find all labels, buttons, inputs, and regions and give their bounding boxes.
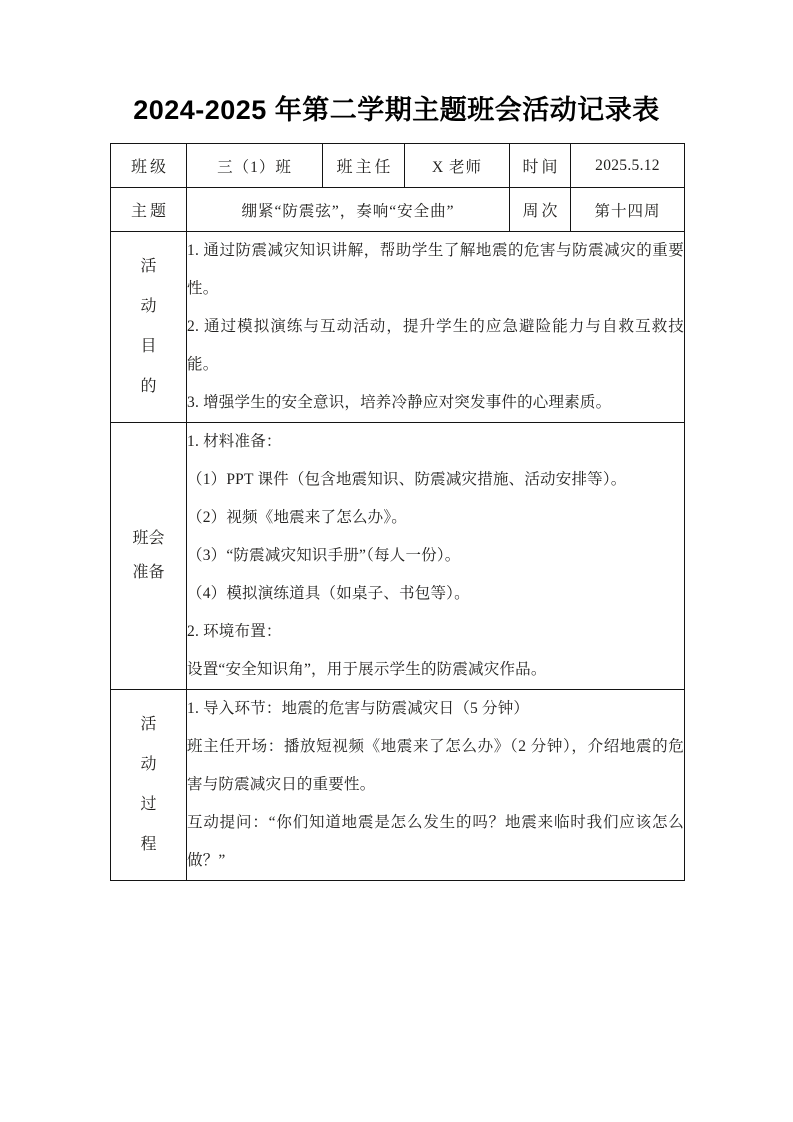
cell-label-topic: 主题 bbox=[111, 188, 187, 232]
content-line: 1. 通过防震减灾知识讲解，帮助学生了解地震的危害与防震减灾的重要性。 bbox=[187, 242, 684, 297]
vertical-label-stack bbox=[111, 705, 186, 865]
cell-value-week: 第十四周 bbox=[571, 188, 685, 232]
cell-content-activity-process bbox=[187, 690, 685, 881]
vertical-label-stack bbox=[111, 522, 186, 590]
content-line: （1）PPT 课件（包含地震知识、防震减灾措施、活动安排等）。 bbox=[187, 471, 627, 488]
class-meeting-record-table bbox=[110, 143, 685, 881]
vertical-label-char: 动 bbox=[140, 298, 157, 315]
content-line: 1. 材料准备： bbox=[187, 433, 282, 450]
vertical-label-stack bbox=[111, 247, 186, 407]
vertical-label-char: 活 bbox=[140, 258, 157, 275]
cell-content-activity-goal bbox=[187, 232, 685, 423]
cell-value-date: 2025.5.12 bbox=[571, 144, 685, 188]
cell-label-activity-goal bbox=[111, 232, 187, 423]
page-title: 2024-2025 年第二学期主题班会活动记录表 bbox=[133, 95, 660, 125]
table-row-activity-goal bbox=[111, 232, 685, 423]
cell-value-topic: 绷紧“防震弦”，奏响“安全曲” bbox=[187, 188, 510, 232]
content-line: （4）模拟演练道具（如桌子、书包等）。 bbox=[187, 585, 470, 602]
table-row-activity-process bbox=[111, 690, 685, 881]
cell-label-class: 班级 bbox=[111, 144, 187, 188]
content-line: （3）“防震减灾知识手册”（每人一份）。 bbox=[187, 547, 461, 564]
content-line: 班主任开场：播放短视频《地震来了怎么办》（2 分钟），介绍地震的危害与防震减灾日的重要性。 bbox=[187, 738, 684, 793]
content-line: 2. 环境布置： bbox=[187, 623, 282, 640]
vertical-label-line: 班会 bbox=[132, 530, 165, 547]
content-line: 1. 导入环节：地震的危害与防震减灾日（5 分钟） bbox=[187, 700, 530, 717]
content-line: 2. 通过模拟演练与互动活动，提升学生的应急避险能力与自救互救技能。 bbox=[187, 318, 684, 373]
cell-content-meeting-preparation bbox=[187, 423, 685, 690]
cell-label-week: 周次 bbox=[510, 188, 571, 232]
cell-value-class: 三（1）班 bbox=[187, 144, 323, 188]
cell-label-activity-process bbox=[111, 690, 187, 881]
table-row-topic-info bbox=[111, 188, 685, 232]
vertical-label-char: 动 bbox=[140, 756, 157, 773]
content-line: （2）视频《地震来了怎么办》。 bbox=[187, 509, 408, 526]
table-row-class-info bbox=[111, 144, 685, 188]
cell-label-date: 时间 bbox=[510, 144, 571, 188]
vertical-label-char: 过 bbox=[140, 796, 157, 813]
cell-label-meeting-preparation bbox=[111, 423, 187, 690]
cell-value-head-teacher: X 老师 bbox=[405, 144, 510, 188]
vertical-label-char: 的 bbox=[140, 378, 157, 395]
content-line: 设置“安全知识角”，用于展示学生的防震减灾作品。 bbox=[187, 661, 547, 678]
content-line: 互动提问：“你们知道地震是怎么发生的吗？地震来临时我们应该怎么做？” bbox=[187, 814, 684, 869]
vertical-label-char: 程 bbox=[140, 836, 157, 853]
cell-label-head-teacher: 班主任 bbox=[323, 144, 405, 188]
vertical-label-line: 准备 bbox=[132, 564, 165, 581]
vertical-label-char: 目 bbox=[140, 338, 157, 355]
content-line: 3. 增强学生的安全意识，培养冷静应对突发事件的心理素质。 bbox=[187, 394, 612, 411]
vertical-label-char: 活 bbox=[140, 716, 157, 733]
table-row-meeting-preparation bbox=[111, 423, 685, 690]
